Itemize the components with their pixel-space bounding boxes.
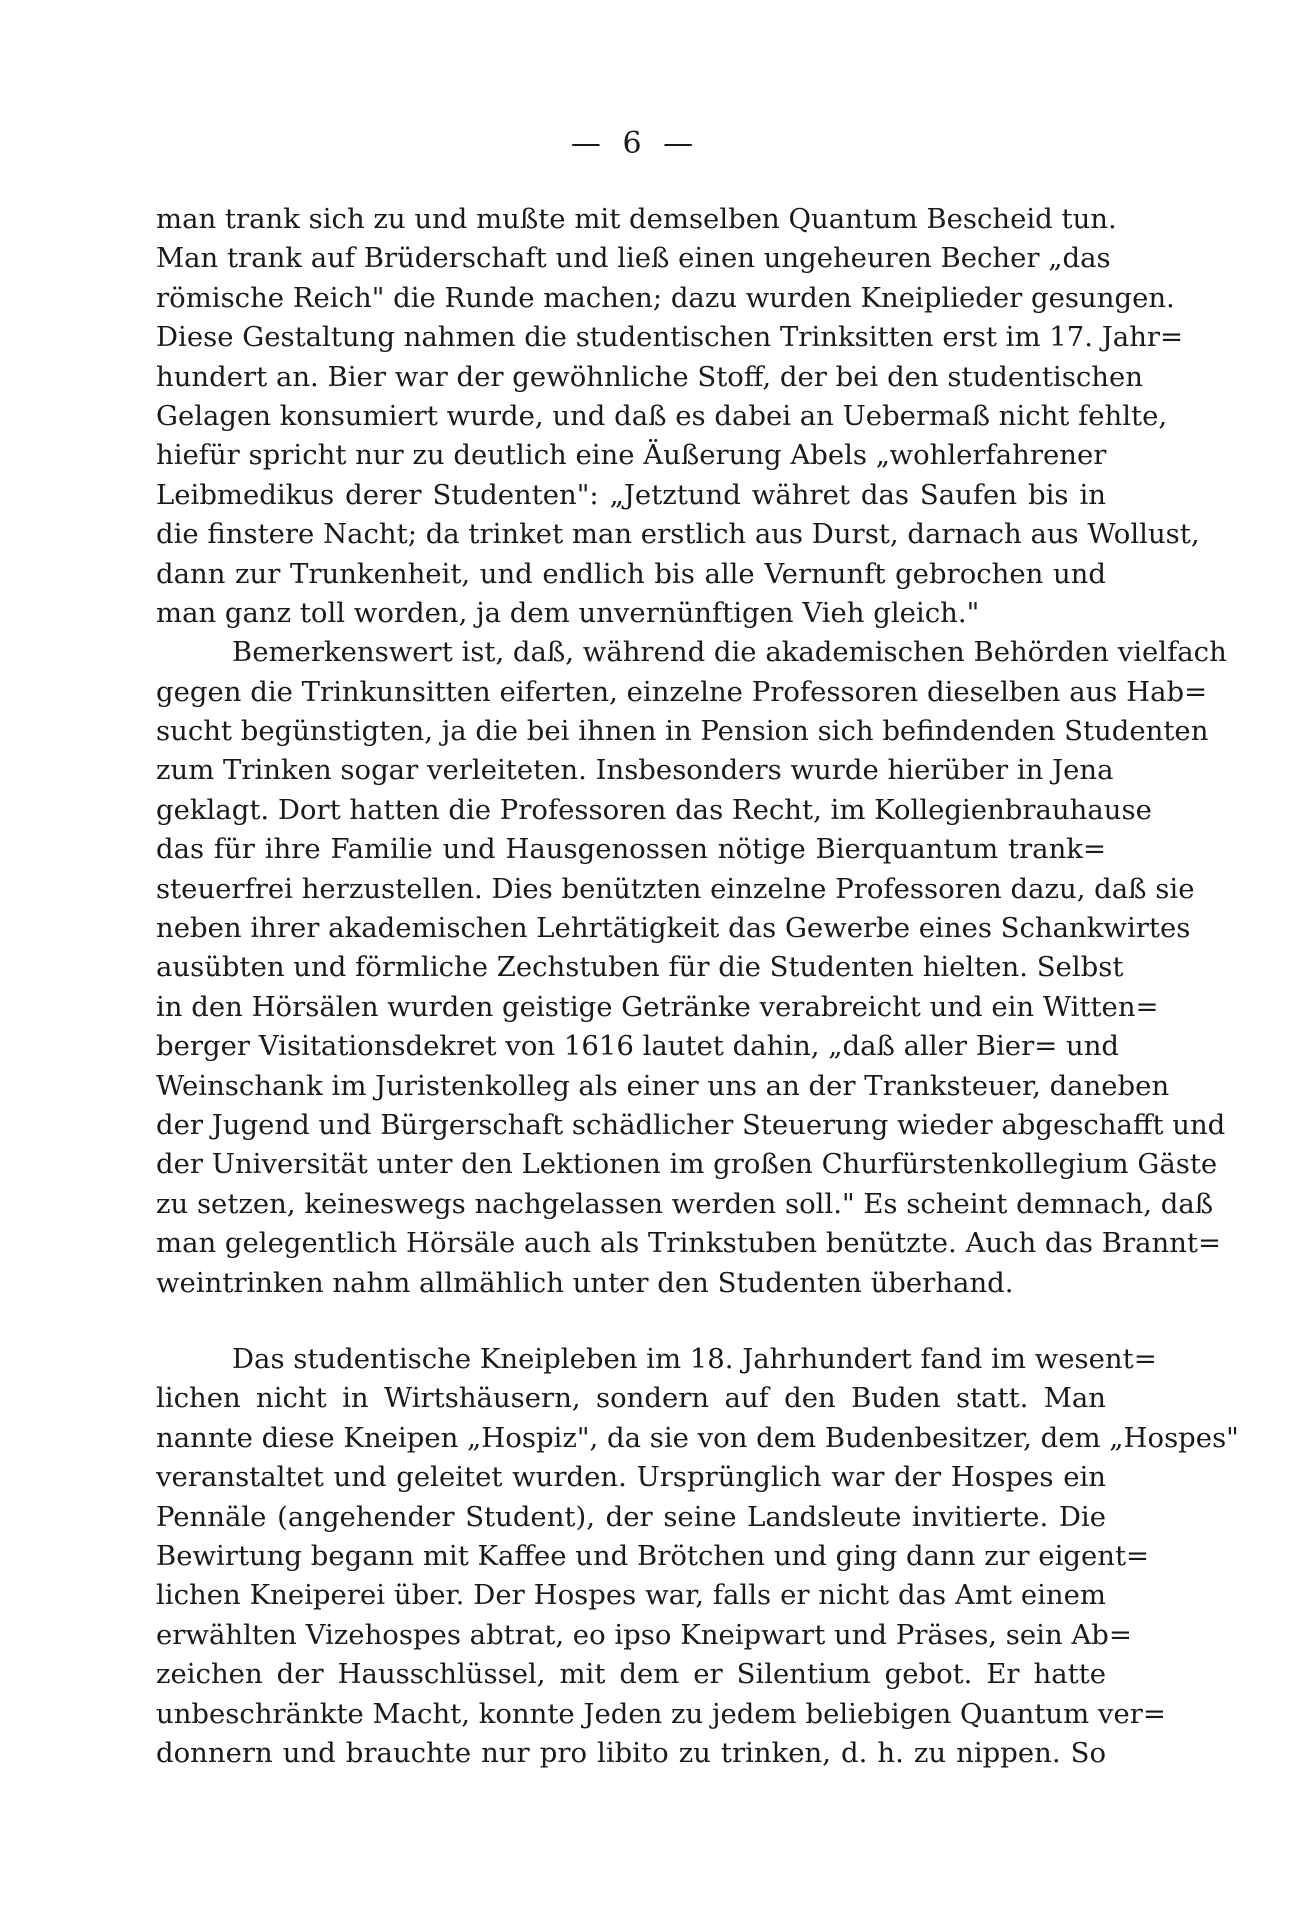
text-line: man trank sich zu und mußte mit demselben Quantum Bescheid tun.	[156, 203, 1117, 235]
text-line: Diese Gestaltung nahmen die studentischen Trinksitten erst im 17. Jahr=	[156, 321, 1184, 354]
paragraph-3	[156, 1340, 1239, 1773]
text-line: geklagt. Dort hatten die Professoren das Recht, im Kollegienbrauhause	[156, 793, 1152, 826]
text-line: die finstere Nacht; da trinket man erstlich aus Durst, darnach aus Wollust,	[156, 518, 1200, 551]
text-column-upper	[156, 200, 1227, 1303]
text-line: erwählten Vizehospes abtrat, eo ipso Kneipwart und Präses, sein Ab=	[156, 1618, 1132, 1651]
text-line: in den Hörsälen wurden geistige Getränke verabreicht und ein Witten=	[156, 990, 1159, 1023]
text-line: berger Visitationsdekret von 1616 lautet dahin, „daß aller Bier= und	[156, 1030, 1120, 1063]
text-line: römische Reich" die Runde machen; dazu wurden Kneiplieder gesungen.	[156, 281, 1175, 314]
text-line: ausübten und förmliche Zechstuben für die Studenten hielten. Selbst	[156, 951, 1124, 984]
text-line: der Jugend und Bürgerschaft schädlicher Steuerung wieder abgeschafft und	[156, 1108, 1226, 1141]
text-line: nannte diese Kneipen „Hospiz", da sie von dem Budenbesitzer, dem „Hospes"	[156, 1421, 1239, 1454]
text-line: hundert an. Bier war der gewöhnliche Stoff, der bei den studentischen	[156, 360, 1143, 393]
text-line: gegen die Trinkunsitten eiferten, einzelne Professoren dieselben aus Hab=	[156, 675, 1208, 708]
text-line: das für ihre Familie und Hausgenossen nötige Bierquantum trank=	[156, 833, 1106, 866]
text-line: zeichen der Hausschlüssel, mit dem er Silentium gebot. Er hatte	[156, 1658, 1106, 1691]
text-line: Das studentische Kneipleben im 18. Jahrhundert fand im wesent=	[232, 1343, 1157, 1375]
text-line: hiefür spricht nur zu deutlich eine Äußerung Abels „wohlerfahrener	[156, 439, 1107, 472]
text-line: der Universität unter den Lektionen im großen Churfürstenkollegium Gäste	[156, 1148, 1218, 1181]
text-line: neben ihrer akademischen Lehrtätigkeit das Gewerbe eines Schankwirtes	[156, 912, 1191, 945]
text-line: Gelagen konsumiert wurde, und daß es dabei an Uebermaß nicht fehlte,	[156, 399, 1168, 432]
text-line: Man trank auf Brüderschaft und ließ einen ungeheuren Becher „das	[156, 242, 1111, 275]
text-line: man ganz toll worden, ja dem unvernünftigen Vieh gleich."	[156, 596, 980, 629]
text-line: Pennäle (angehender Student), der seine Landsleute invitierte. Die	[156, 1500, 1106, 1533]
text-line: Weinschank im Juristenkolleg als einer uns an der Tranksteuer, daneben	[156, 1069, 1170, 1102]
text-line: veranstaltet und geleitet wurden. Ursprünglich war der Hospes ein	[156, 1461, 1106, 1494]
text-line: sucht begünstigten, ja die bei ihnen in Pension sich befindenden Studenten	[156, 715, 1209, 748]
text-line: lichen Kneiperei über. Der Hospes war, falls er nicht das Amt einem	[156, 1579, 1106, 1612]
paragraph-2	[156, 633, 1227, 1303]
text-line: unbeschränkte Macht, konnte Jeden zu jedem beliebigen Quantum ver=	[156, 1697, 1166, 1730]
text-line: Bewirtung begann mit Kaffee und Brötchen und ging dann zur eigent=	[156, 1539, 1150, 1572]
text-line: steuerfrei herzustellen. Dies benützten einzelne Professoren dazu, daß sie	[156, 872, 1195, 905]
text-line: zum Trinken sogar verleiteten. Insbesonders wurde hierüber in Jena	[156, 754, 1114, 787]
page-number: — 6 —	[570, 126, 700, 161]
text-line: Bemerkenswert ist, daß, während die akademischen Behörden vielfach	[232, 636, 1227, 669]
text-line: man gelegentlich Hörsäle auch als Trinkstuben benützte. Auch das Brannt=	[156, 1227, 1222, 1260]
text-column-lower	[156, 1340, 1239, 1773]
text-line: weintrinken nahm allmählich unter den Studenten überhand.	[156, 1266, 1014, 1299]
text-line: dann zur Trunkenheit, und endlich bis alle Vernunft gebrochen und	[156, 557, 1106, 590]
text-line: lichen nicht in Wirtshäusern, sondern auf den Buden statt. Man	[156, 1382, 1106, 1415]
paragraph-1	[156, 200, 1200, 633]
text-line: donnern und brauchte nur pro libito zu trinken, d. h. zu nippen. So	[156, 1736, 1106, 1769]
text-line: zu setzen, keineswegs nachgelassen werden soll." Es scheint demnach, daß	[156, 1187, 1214, 1220]
text-line: Leibmedikus derer Studenten": „Jetztund währet das Saufen bis in	[156, 478, 1106, 511]
